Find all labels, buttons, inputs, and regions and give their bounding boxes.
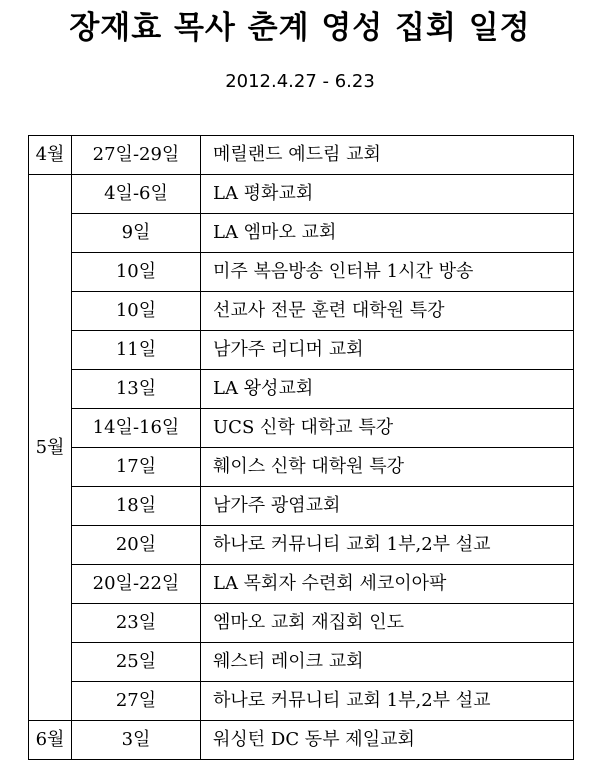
date-cell: 18일 [72,487,201,526]
date-cell: 27일 [72,682,201,721]
event-cell: UCS 신학 대학교 특강 [201,409,574,448]
event-cell: 미주 복음방송 인터뷰 1시간 방송 [201,253,574,292]
date-cell: 4일-6일 [72,175,201,214]
date-cell: 10일 [72,253,201,292]
page-title: 장재효 목사 춘계 영성 집회 일정 [69,10,531,46]
event-cell: LA 목회자 수련회 세코이아팍 [201,565,574,604]
date-cell: 20일 [72,526,201,565]
date-cell: 27일-29일 [72,136,201,175]
schedule-row [29,331,574,370]
date-cell: 13일 [72,370,201,409]
schedule-row [29,292,574,331]
schedule-row [29,370,574,409]
event-cell: 남가주 광염교회 [201,487,574,526]
event-cell: LA 왕성교회 [201,370,574,409]
event-cell: LA 평화교회 [201,175,574,214]
date-cell: 20일-22일 [72,565,201,604]
date-cell: 17일 [72,448,201,487]
date-cell: 11일 [72,331,201,370]
event-cell: 웨스터 레이크 교회 [201,643,574,682]
schedule-row [29,643,574,682]
event-cell: 선교사 전문 훈련 대학원 특강 [201,292,574,331]
date-cell: 23일 [72,604,201,643]
schedule-row [29,175,574,214]
event-cell: 메릴랜드 예드림 교회 [201,136,574,175]
event-cell: 훼이스 신학 대학원 특강 [201,448,574,487]
date-cell: 10일 [72,292,201,331]
schedule-row [29,409,574,448]
schedule-row [29,214,574,253]
month-cell: 6월 [29,721,72,760]
schedule-row [29,136,574,175]
event-cell: 엠마오 교회 재집회 인도 [201,604,574,643]
date-cell: 9일 [72,214,201,253]
event-cell: 워싱턴 DC 동부 제일교회 [201,721,574,760]
month-cell: 5월 [29,175,72,721]
date-cell: 3일 [72,721,201,760]
event-cell: LA 엠마오 교회 [201,214,574,253]
schedule-body [29,136,574,760]
event-cell: 남가주 리디머 교회 [201,331,574,370]
schedule-row [29,448,574,487]
schedule-table [28,135,574,760]
schedule-row [29,682,574,721]
schedule-row [29,604,574,643]
date-cell: 25일 [72,643,201,682]
date-cell: 14일-16일 [72,409,201,448]
month-cell: 4월 [29,136,72,175]
date-range: 2012.4.27 - 6.23 [225,71,375,92]
schedule-row [29,253,574,292]
schedule-row [29,565,574,604]
event-cell: 하나로 커뮤니티 교회 1부,2부 설교 [201,682,574,721]
event-cell: 하나로 커뮤니티 교회 1부,2부 설교 [201,526,574,565]
schedule-row [29,526,574,565]
schedule-row [29,487,574,526]
schedule-row [29,721,574,760]
